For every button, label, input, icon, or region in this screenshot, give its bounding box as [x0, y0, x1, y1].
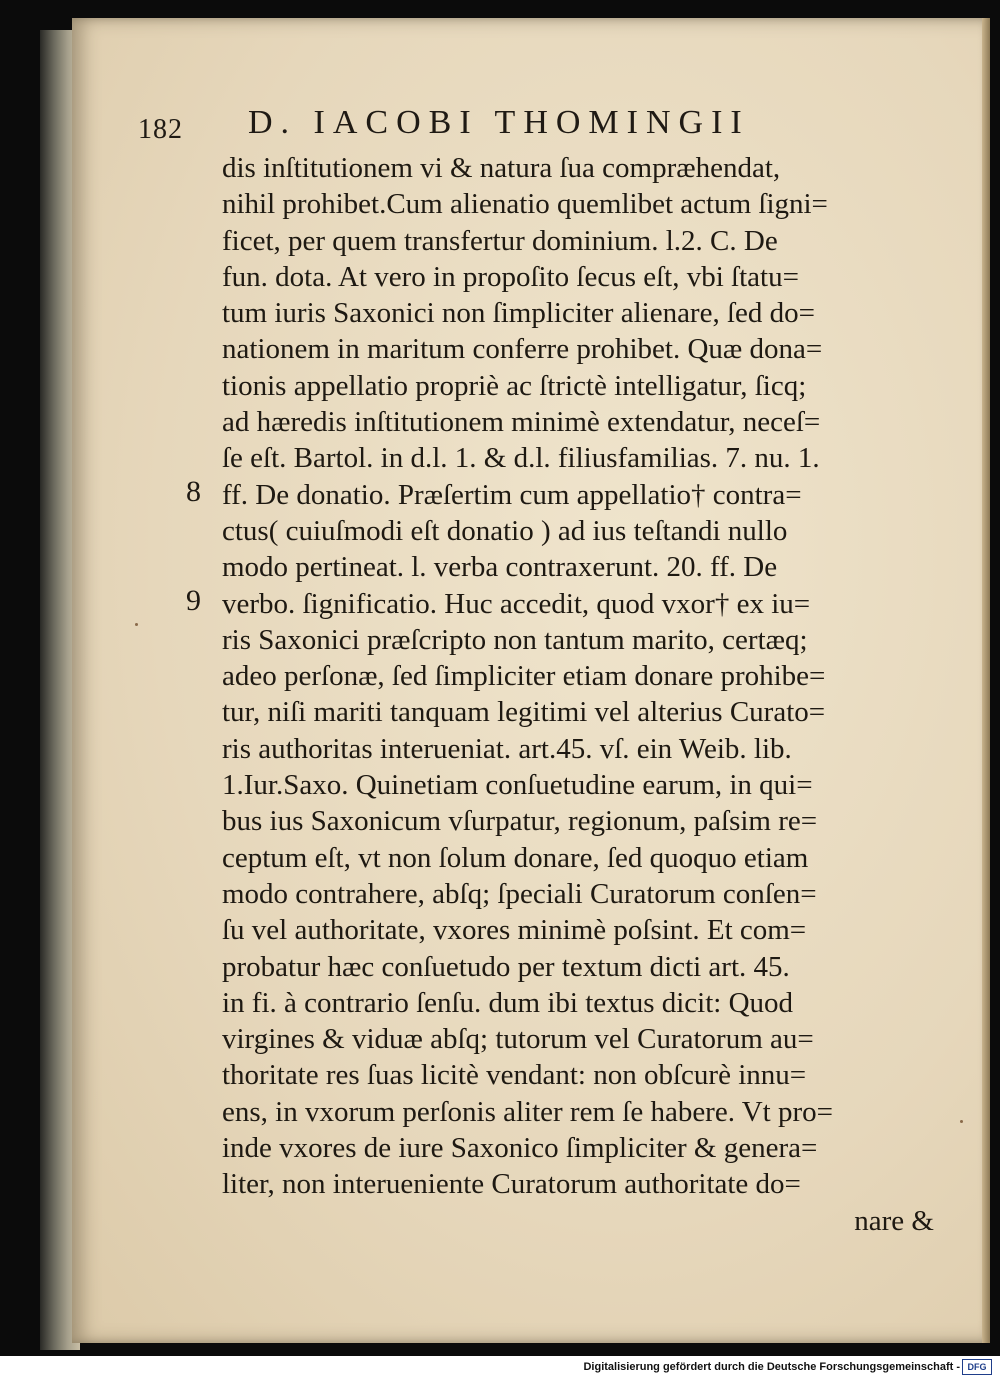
- text-line: virgines & viduæ abſq; tutorum vel Curatorum au=: [222, 1023, 814, 1056]
- text-line: ff. De donatio. Præſertim cum appellatio† contra=: [222, 478, 802, 511]
- text-line: adeo perſonæ, ſed ſimpliciter etiam donare prohibe=: [222, 660, 826, 693]
- footer-credit: Digitalisierung gefördert durch die Deutsche Forschungsgemeinschaft -: [583, 1361, 960, 1373]
- text-line: nihil prohibet.Cum alienatio quemlibet actum ſigni=: [222, 188, 828, 221]
- text-line: tum iuris Saxonici non ſimpliciter alienare, ſed do=: [222, 297, 815, 330]
- text-line: bus ius Saxonicum vſurpatur, regionum, paſsim re=: [222, 805, 818, 838]
- text-line: tur, niſi mariti tanquam legitimi vel alterius Curato=: [222, 696, 826, 729]
- text-line: ctus( cuiuſmodi eſt donatio ) ad ius teſtandi nullo: [222, 514, 788, 547]
- text-line: dis inſtitutionem vi & natura ſua compræhendat,: [222, 152, 781, 184]
- margin-note-number: 8: [186, 474, 201, 508]
- page-number: 182: [138, 114, 183, 145]
- paper-speck: [135, 623, 138, 626]
- text-line: modo contrahere, abſq; ſpeciali Curatorum conſen=: [222, 877, 817, 910]
- text-line: ris Saxonici præſcripto non tantum marito, certæq;: [222, 623, 808, 656]
- dfg-logo: DFG: [962, 1359, 992, 1375]
- text-line: tionis appellatio propriè ac ſtrictè intelligatur, ſicq;: [222, 369, 807, 402]
- paper-speck: [960, 1120, 963, 1123]
- page-header: [138, 104, 838, 144]
- text-line: ficet, per quem transfertur dominium. l.2. C. De: [222, 224, 778, 257]
- text-line: modo pertineat. l. verba contraxerunt. 20. ff. De: [222, 551, 778, 584]
- text-line: 1.Iur.Saxo. Quinetiam conſuetudine earum, in qui=: [222, 769, 813, 802]
- text-line: verbo. ſignificatio. Huc accedit, quod vxor† ex iu=: [222, 587, 811, 620]
- text-line: ceptum eſt, vt non ſolum donare, ſed quoquo etiam: [222, 841, 809, 874]
- text-line: ſu vel authoritate, vxores minimè poſsint. Et com=: [222, 914, 807, 947]
- text-line: fun. dota. At vero in propoſito ſecus eſt, vbi ſtatu=: [222, 260, 799, 293]
- text-line: liter, non interueniente Curatorum authoritate do=: [222, 1168, 801, 1201]
- margin-note-number: 9: [186, 583, 201, 617]
- running-head: D. IACOBI THOMINGII: [248, 104, 750, 141]
- text-line: in fi. à contrario ſenſu. dum ibi textus dicit: Quod: [222, 986, 794, 1019]
- text-line: nationem in maritum conferre prohibet. Quæ dona=: [222, 333, 823, 366]
- text-line: ad hæredis inſtitutionem minimè extendatur, neceſ=: [222, 406, 821, 439]
- text-line: nare &: [854, 1204, 934, 1237]
- body-text: [222, 150, 934, 1239]
- text-line: ens, in vxorum perſonis aliter rem ſe habere. Vt pro=: [222, 1095, 833, 1128]
- page-edge: [982, 18, 990, 1343]
- text-line: ſe eſt. Bartol. in d.l. 1. & d.l. filiusfamilias. 7. nu. 1.: [222, 442, 820, 475]
- text-line: inde vxores de iure Saxonico ſimpliciter & genera=: [222, 1132, 818, 1165]
- text-line: ris authoritas interueniat. art.45. vſ. ein Weib. lib.: [222, 732, 792, 765]
- text-line: probatur hæc conſuetudo per textum dicti art. 45.: [222, 950, 790, 983]
- text-line: thoritate res ſuas licitè vendant: non obſcurè innu=: [222, 1059, 807, 1092]
